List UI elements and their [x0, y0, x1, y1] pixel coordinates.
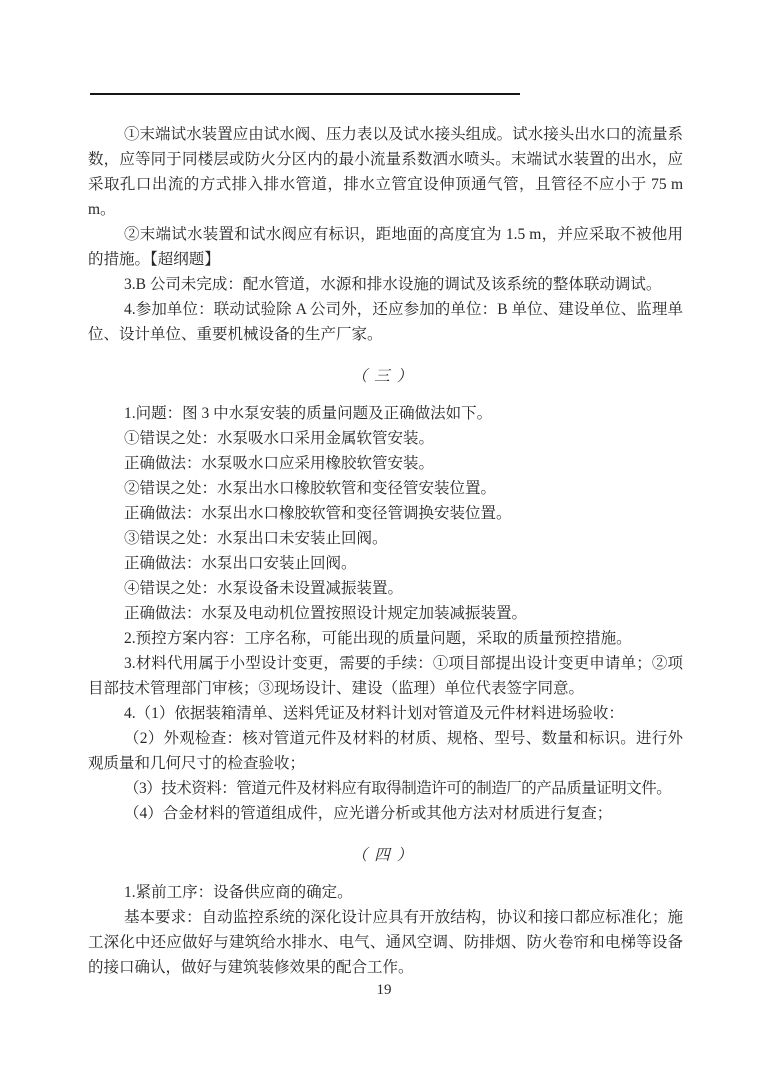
paragraph: 2.预控方案内容：工序名称，可能出现的质量问题，采取的质量预控措施。 — [124, 630, 632, 647]
paragraph: ①末端试水装置应由试水阀、压力表以及试水接头组成。试水接头出水口的流量系数，应等同于同楼层或防火分区内的最小流量系数洒水喷头。末端试水装置的出水，应采取孔口出流的方式排入排水管道，排水立管宜设伸顶通气管，且管径不应小于 75 mm。 — [88, 126, 683, 218]
document-content — [88, 122, 683, 980]
paragraph: 正确做法：水泵出水口橡胶软管和变径管调换安装位置。 — [124, 505, 512, 522]
paragraph: 基本要求：自动监控系统的深化设计应具有开放结构，协议和接口都应标准化；施工深化中还应做好与建筑给水排水、电气、通风空调、防排烟、防火卷帘和电梯等设备的接口确认，做好与建筑装修效果的配合工作。 — [88, 909, 683, 976]
section-header-three: （三） — [351, 368, 420, 385]
paragraph: 1.紧前工序：设备供应商的确定。 — [124, 884, 353, 901]
paragraph: 3.B 公司未完成：配水管道，水源和排水设施的调试及该系统的整体联动调试。 — [124, 276, 662, 293]
paragraph: ②末端试水装置和试水阀应有标识，距地面的高度宜为 1.5 m，并应采取不被他用的措施。【超纲题】 — [88, 226, 683, 268]
paragraph: 正确做法：水泵吸水口应采用橡胶软管安装。 — [124, 455, 435, 472]
paragraph: 3.材料代用属于小型设计变更，需要的手续：①项目部提出设计变更申请单；②项目部技术管理部门审核；③现场设计、建设（监理）单位代表签字同意。 — [88, 655, 683, 697]
paragraph: （4）合金材料的管道组成件，应光谱分析或其他方法对材质进行复查； — [124, 805, 613, 822]
paragraph: 4.参加单位：联动试验除 A 公司外，还应参加的单位：B 单位、建设单位、监理单位、设计单位、重要机械设备的生产厂家。 — [88, 301, 683, 343]
paragraph: ④错误之处：水泵设备未设置减振装置。 — [124, 580, 404, 597]
paragraph: 正确做法：水泵出口安装止回阀。 — [124, 555, 357, 572]
paragraph: 4.（1）依据装箱清单、送料凭证及材料计划对管道及元件材料进场验收： — [124, 705, 624, 722]
paragraph: （3）技术资料：管道元件及材料应有取得制造许可的制造厂的产品质量证明文件。 — [124, 780, 672, 797]
paragraph: ①错误之处：水泵吸水口采用金属软管安装。 — [124, 430, 435, 447]
page-number: 19 — [376, 982, 392, 998]
paragraph: ②错误之处：水泵出水口橡胶软管和变径管安装位置。 — [124, 480, 497, 497]
paragraph: （2）外观检查：核对管道元件及材料的材质、规格、型号、数量和标识。进行外观质量和几何尺寸的检查验收； — [88, 730, 683, 772]
paragraph: 1.问题：图 3 中水泵安装的质量问题及正确做法如下。 — [124, 405, 493, 422]
paragraph: 正确做法：水泵及电动机位置按照设计规定加装减振装置。 — [124, 605, 528, 622]
header-divider-line — [90, 93, 520, 95]
section-header-four: （四） — [351, 847, 420, 864]
paragraph: ③错误之处：水泵出口未安装止回阀。 — [124, 530, 388, 547]
